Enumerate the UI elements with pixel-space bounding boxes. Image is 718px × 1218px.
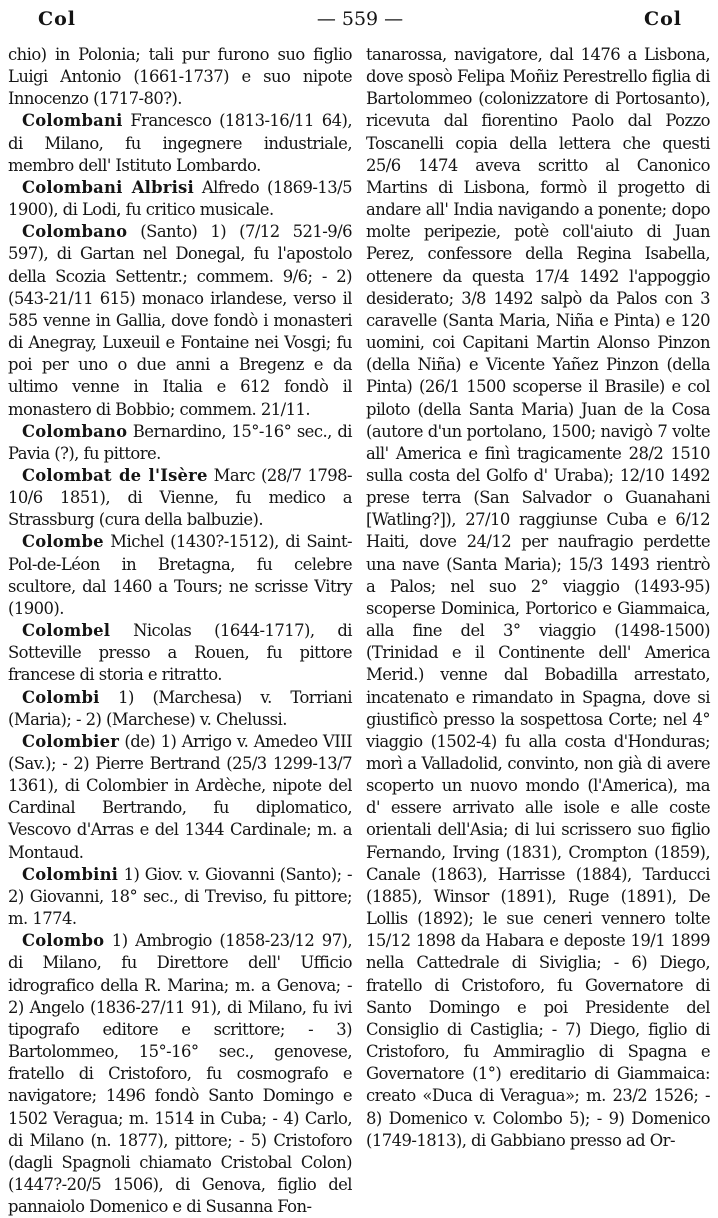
- entry-text: 1) (Marchesa) v. Torriani (Maria); - 2) (Marchese) v. Chelussi.: [8, 687, 352, 729]
- entry: [8, 864, 352, 930]
- entry-headword: Colombano: [22, 421, 128, 441]
- entry-headword: Colombani Albrisi: [22, 177, 194, 197]
- entry-text: Alfredo (1869-13/5 1900), di Lodi, fu critico musicale.: [8, 177, 353, 220]
- entry-headword: Colombani: [22, 111, 123, 131]
- entry: [8, 687, 352, 731]
- page-header: [8, 8, 710, 38]
- entry-text: Michel (1430?-1512), di Saint-Pol-de-Léon in Bretagna, fu celebre scultore, dal 1460 a Tours; ne scrisse Vitry (1900).: [8, 532, 352, 618]
- entry-text: Nicolas (1644-1717), di Sotteville presso a Rouen, fu pittore francese di storia e ritratto.: [8, 621, 352, 685]
- entry-text: 1) Giov. v. Giovanni (Santo); - 2) Giovanni, 18° sec., di Treviso, fu pittore; m. 1774.: [8, 864, 352, 929]
- entry: [8, 465, 352, 531]
- entry-headword: Colombini: [22, 864, 119, 884]
- entry-text: tanarossa, navigatore, dal 1476 a Lisbona, dove sposò Felipa Moñiz Perestrello figlia di Bartolommeo (colonizzatore di Portosanto), ricevuta dal fiorentino Paolo dal Pozzo Toscanelli copia della lettera che questi 25/6 1474 aveva scritto al Canonico Martins di Lisbona, formò il progetto di andare all' India navigando a ponente; dopo molte peripezie, potè coll'aiuto di Juan Perez, confessore della Regina Isabella, ottenere da questa 17/4 1492 l'appoggio desiderato; 3/8 1492 salpò da Palos con 3 caravelle (Santa Maria, Niña e Pinta) e 120 uomini, coi Capitani Martin Alonso Pinzon (della Niña) e Vicente Yañez Pinzon (della Pinta) (26/1 1500 scoperse il Brasile) e col piloto (della Santa Maria) Juan de la Cosa (autore d'un portolano, 1500; navigò 7 volte all' America e finì tragicamente 28/2 1510 sulla costa del Golfo d' Uraba); 12/10 1492 prese terra (San Salvador o Guanahani [Watling?]), 27/10 raggiunse Cuba e 6/12 Haiti, dove 24/12 per naufragio perdette una nave (Santa Maria); 15/3 1493 rientrò a Palos; nel suo 2° viaggio (1493-95) scoperse Dominica, Portorico e Giammaica, alla fine del 3° viaggio (1498-1500) (Trinidad e il Continente dell' America Merid.) venne dal Bobadilla arrestato, incatenato e rimandato in Spagna, dove si giustificò presso la sospettosa Corte; nel 4° viaggio (1502-4) fu alla costa d'Honduras; morì a Valladolid, convinto, non già di avere scoperto un nuovo mondo (l'America), ma d' essere arrivato alle isole e alle coste orientali dell'Asia; di lui scrissero suo figlio Fernando, Irving (1831), Crompton (1859), Canale (1863), Harrisse (1884), Tarducci (1885), Winsor (1891), Ruge (1891), De Lollis (1892); le sue ceneri vennero tolte 15/12 1898 da Habara e deposte 19/1 1899 nella Cattedrale di Siviglia; - 6) Diego, fratello di Cristoforo, fu Governatore di Santo Domingo e poi Presidente del Consiglio di Castiglia; - 7) Diego, figlio di Cristoforo, fu Ammiraglio di Spagna e Governatore (1°) ereditario di Giammaica: creato «Duca di Veragua»; m. 23/2 1526; - 8) Domenico v. Colombo 5); - 9) Domenico (1749-1813), di Gabbiano presso ad Or-: [366, 45, 710, 1150]
- header-right-keyword: Col: [643, 8, 682, 30]
- entry: [8, 531, 352, 620]
- entry-text: Bernardino, 15°-16° sec., di Pavia (?), fu pittore.: [8, 421, 352, 463]
- entry: [8, 110, 352, 176]
- entry-text: Francesco (1813-16/11 64), di Milano, fu ingegnere industriale, membro dell' Istituto Lombardo.: [8, 111, 352, 175]
- entry-headword: Colombe: [22, 532, 104, 552]
- entry: [8, 731, 352, 864]
- entry-text: chio) in Polonia; tali pur furono suo figlio Luigi Antonio (1661-1737) e suo nipote Innocenzo (1717-80?).: [8, 45, 352, 109]
- entry-text: (de) 1) Arrigo v. Amedeo VIII (Sav.); - 2) Pierre Bertrand (25/3 1299-13/7 1361), di Colombier in Ardèche, nipote del Cardinal Bertrando, fu diplomatico, Vescovo d'Arras e del 1344 Cardinale; m. a Montaud.: [8, 731, 352, 862]
- right-column: [366, 44, 710, 1218]
- entry: [8, 421, 352, 465]
- page-number: — 559 —: [316, 8, 404, 30]
- entry: [8, 177, 352, 221]
- entry-headword: Colombo: [22, 931, 105, 951]
- entry-text: 1) Ambrogio (1858-23/12 97), di Milano, fu Direttore dell' Ufficio idrografico della R. Marina; m. a Genova; - 2) Angelo (1836-27/11 91), di Milano, fu ivi tipografo editore e scrittore; - 3) Bartolommeo, 15°-16° sec., genovese, fratello di Cristoforo, fu cosmografo e navigatore; 1496 fondò Santo Domingo e 1502 Veragua; m. 1514 in Cuba; - 4) Carlo, di Milano (n. 1877), pittore; - 5) Cristoforo (dagli Spagnoli chiamato Cristobal Colon) (1447?-20/5 1506), di Genova, figlio del pannaiolo Domenico e di Susanna Fon-: [8, 931, 352, 1217]
- entry-continuation: [366, 44, 710, 1152]
- entry: [8, 221, 352, 420]
- entry-text: Marc (28/7 1798-10/6 1851), di Vienne, fu medico a Strassburg (cura della balbuzie).: [8, 465, 352, 530]
- entry: [8, 930, 352, 1218]
- entry: [8, 620, 352, 686]
- entry-headword: Colombi: [22, 687, 100, 707]
- header-left-keyword: Col: [38, 8, 77, 30]
- entry-headword: Colombel: [22, 621, 111, 641]
- left-column: [8, 44, 352, 1218]
- entry-headword: Colombano: [22, 222, 128, 242]
- entry-text: (Santo) 1) (7/12 521-9/6 597), di Gartan nel Donegal, fu l'apostolo della Scozia Settentr.; commem. 9/6; - 2) (543-21/11 615) monaco irlandese, verso il 585 venne in Gallia, dove fondò i monasteri di Anegray, Luxeuil e Fontaine nei Vosgi; fu poi per uno o due anni a Bregenz e da ultimo venne in Italia e 612 fondò il monastero di Bobbio; commem. 21/11.: [8, 222, 352, 419]
- entry-headword: Colombat de l'Isère: [22, 465, 208, 485]
- entry-headword: Colombier: [22, 731, 120, 751]
